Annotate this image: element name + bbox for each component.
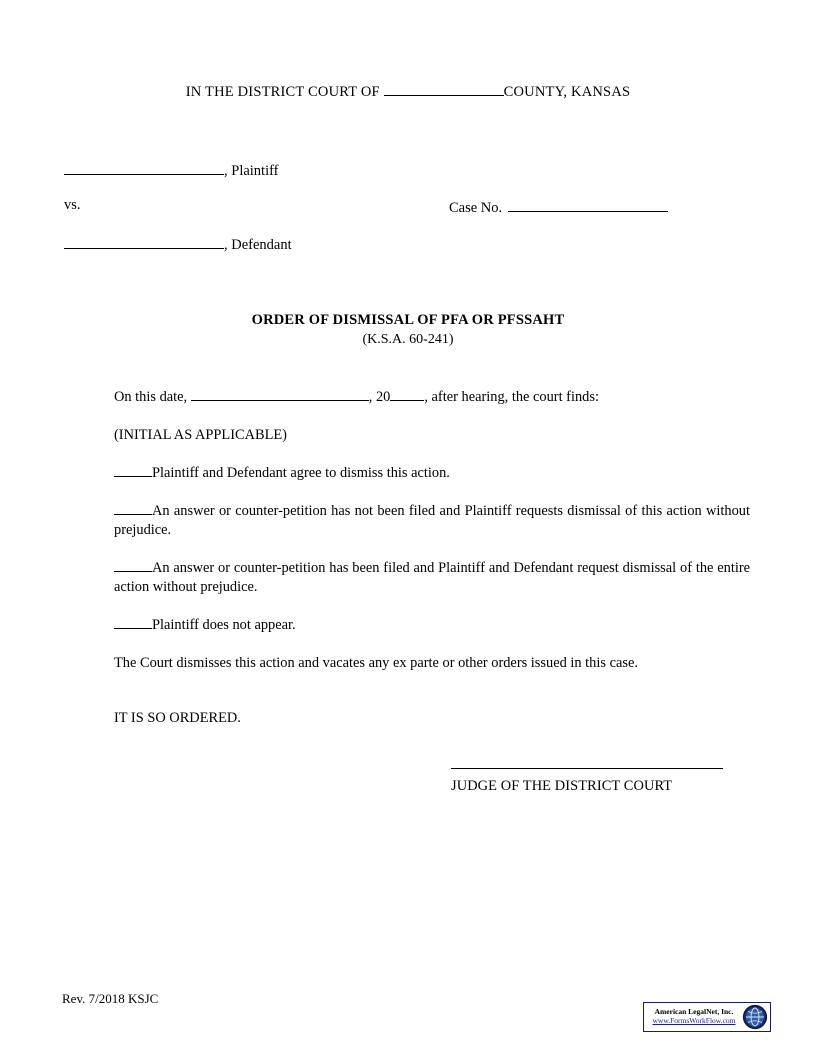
- dismissal-statement: The Court dismisses this action and vacates any ex parte or other orders issued in this case.: [114, 655, 638, 671]
- option-4-initial-blank[interactable]: [114, 616, 152, 629]
- dismissal-option-3: [114, 559, 750, 597]
- legalnet-text-block: [644, 1008, 742, 1025]
- dismissal-option-4: [114, 616, 750, 635]
- revision-label: Rev. 7/2018 KSJC: [62, 991, 159, 1006]
- dismissal-option-2: [114, 502, 750, 540]
- option-2-initial-blank[interactable]: [114, 502, 152, 515]
- date-mid-text: , 20: [368, 389, 391, 405]
- hearing-date-paragraph: [114, 386, 750, 407]
- globe-icon: [742, 1004, 768, 1030]
- document-statute-reference: (K.S.A. 60-241): [362, 332, 454, 347]
- judge-signature-line[interactable]: [451, 768, 723, 769]
- option-3-text: An answer or counter-petition has been filed and Plaintiff and Defendant request dismissal of the entire action without prejudice.: [114, 560, 750, 595]
- judge-signature-block: [451, 768, 751, 795]
- versus-row: [64, 197, 754, 234]
- option-1-text: Plaintiff and Defendant agree to dismiss this action.: [152, 465, 450, 481]
- american-legalnet-stamp: [643, 1002, 771, 1032]
- document-body: [114, 386, 750, 747]
- so-ordered-statement: IT IS SO ORDERED.: [114, 710, 241, 726]
- court-header-prefix: IN THE DISTRICT COURT OF: [185, 84, 384, 100]
- dismissal-option-1: [114, 464, 750, 483]
- case-caption-block: [64, 160, 754, 271]
- date-end-text: , after hearing, the court finds:: [424, 389, 599, 405]
- judge-signature-label: JUDGE OF THE DISTRICT COURT: [451, 778, 673, 794]
- defendant-name-blank[interactable]: [64, 234, 224, 249]
- defendant-role-label: , Defendant: [224, 237, 292, 253]
- hearing-date-blank[interactable]: [191, 386, 369, 401]
- option-1-initial-blank[interactable]: [114, 464, 152, 477]
- option-3-initial-blank[interactable]: [114, 559, 152, 572]
- initial-instruction: (INITIAL AS APPLICABLE): [114, 427, 287, 443]
- plaintiff-role-label: , Plaintiff: [224, 163, 279, 179]
- hearing-year-blank[interactable]: [390, 386, 424, 401]
- case-number-field: [449, 197, 668, 217]
- option-4-text: Plaintiff does not appear.: [152, 617, 296, 633]
- versus-label: vs.: [64, 197, 81, 213]
- legalnet-website-link[interactable]: www.FormsWorkFlow.com: [652, 1016, 736, 1025]
- defendant-row: [64, 234, 754, 271]
- legalnet-company-name: American LegalNet, Inc.: [654, 1007, 734, 1017]
- option-2-text: An answer or counter-petition has not been filed and Plaintiff requests dismissal of this action without prejudice.: [114, 503, 750, 538]
- date-intro-text: On this date,: [114, 389, 191, 405]
- court-header-line: [0, 84, 816, 101]
- plaintiff-row: [64, 160, 754, 197]
- case-number-blank[interactable]: [508, 197, 668, 212]
- plaintiff-name-blank[interactable]: [64, 160, 224, 175]
- case-number-label: Case No.: [449, 200, 503, 216]
- court-header-suffix: COUNTY, KANSAS: [503, 84, 631, 100]
- document-title: ORDER OF DISMISSAL OF PFA OR PFSSAHT: [251, 312, 565, 328]
- county-blank-field[interactable]: [384, 95, 504, 96]
